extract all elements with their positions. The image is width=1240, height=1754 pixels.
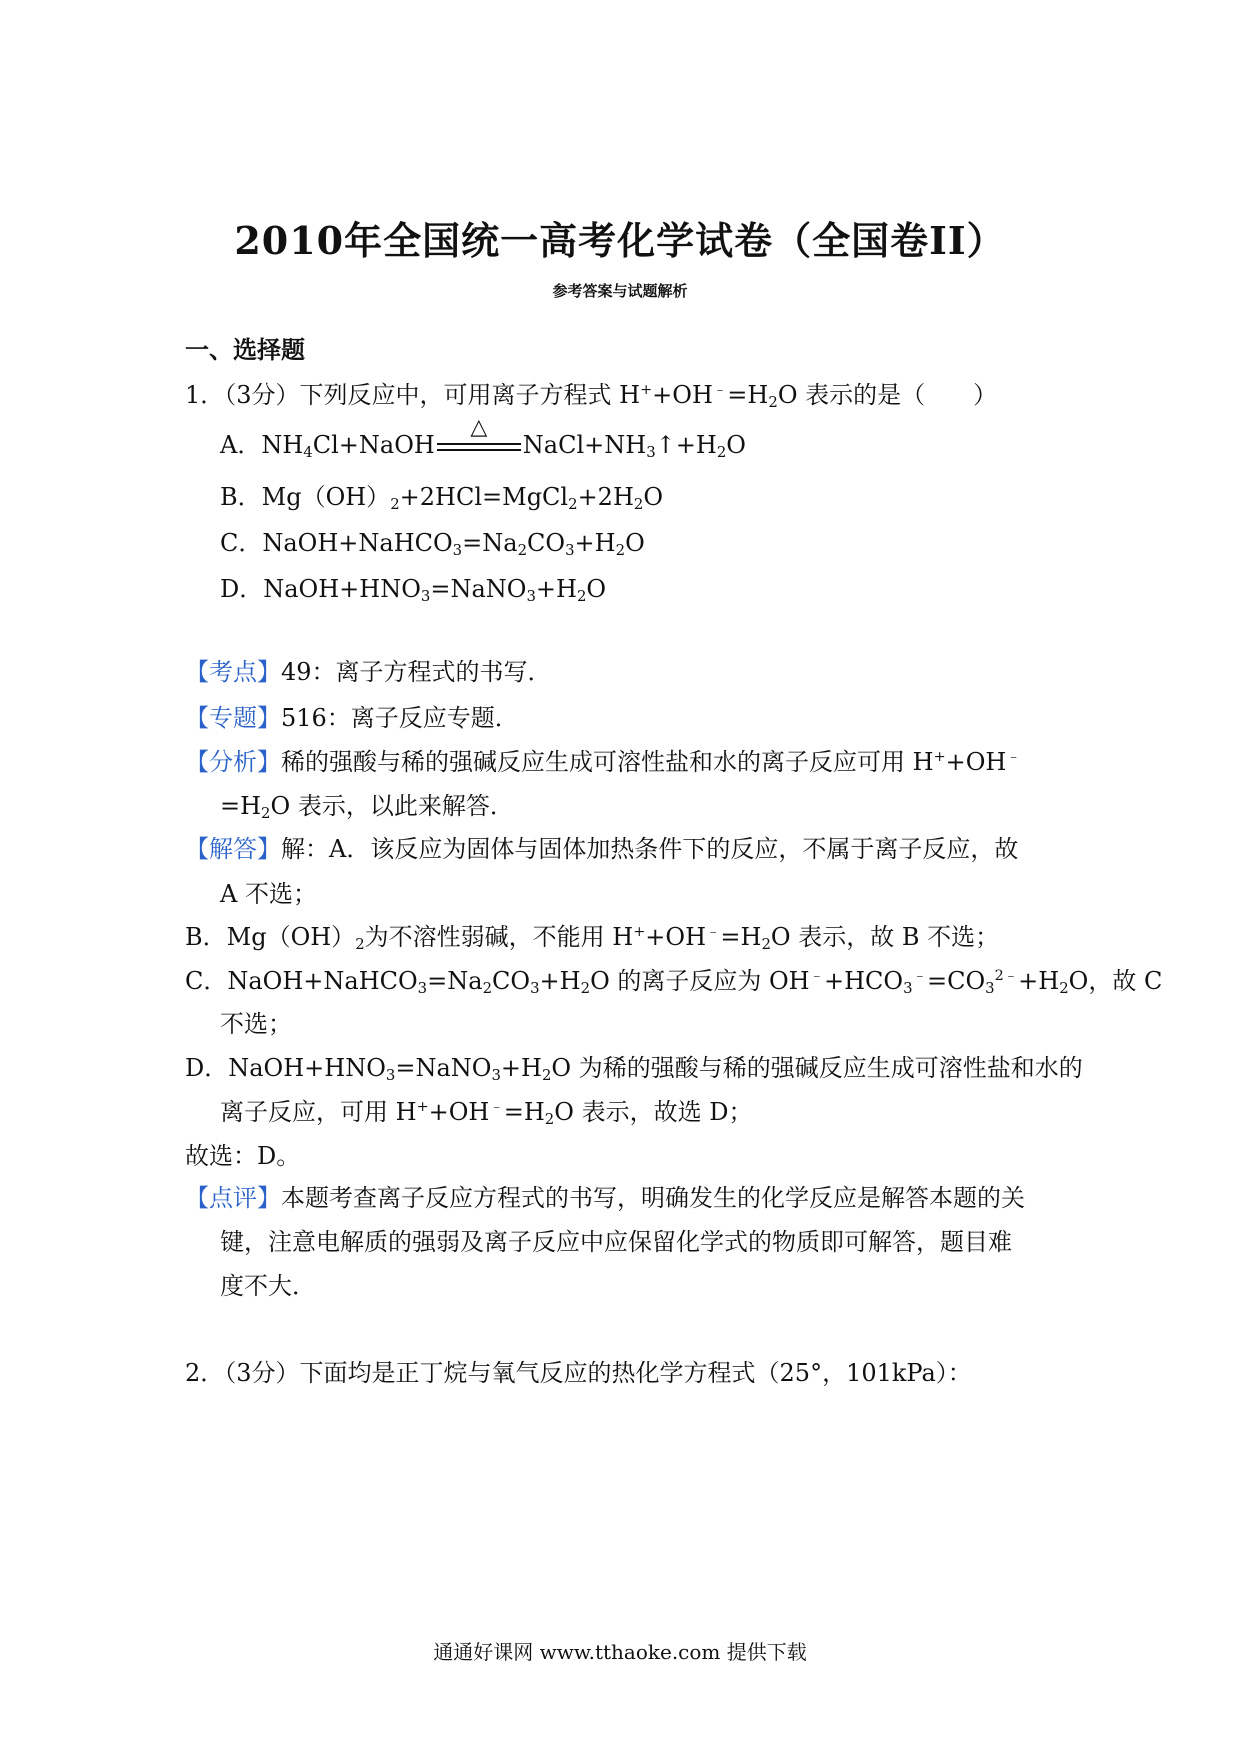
- q1-jieda-d-line2: 离子反应，可用 $H^++OH^﹣=H_2O$ 表示，故选 D；: [220, 1098, 753, 1128]
- q1-jieda-b: B．$Mg(OH)_2$为不溶性弱碱，不能用 $H^++OH^﹣=H_2O$ 表示，故 B 不选；: [185, 923, 1000, 953]
- q1-fenxi-line2: $=H_2O$ 表示，以此来解答．: [220, 792, 514, 822]
- q1-option-c: C．$NaOH+NaHCO_3=Na_2CO_3+H_2O$: [220, 529, 645, 559]
- equilibrium-heat-arrow-icon: △: [437, 437, 521, 457]
- q1-jieda-d-line1: D．$NaOH+HNO_3=NaNO_3+H_2O$ 为稀的强酸与稀的强碱反应生成可溶性盐和水的: [185, 1054, 1083, 1084]
- section-heading: 一、选择题: [185, 335, 305, 364]
- q1-option-d: D．$NaOH+HNO_3=NaNO_3+H_2O$: [220, 575, 607, 605]
- q1-fenxi-line1: 【分析】稀的强酸与稀的强碱反应生成可溶性盐和水的离子反应可用 H++OH﹣: [185, 748, 1021, 776]
- q1-dianping-line3: 度不大．: [220, 1272, 316, 1300]
- q1-jieda-c-line2: 不选；: [220, 1010, 292, 1038]
- dianping-tag: 【点评】: [185, 1184, 281, 1212]
- q1-jieda-line1: 【解答】解：A．该反应为固体与固体加热条件下的反应，不属于离子反应，故: [185, 835, 1019, 863]
- q1-kaodian: 【考点】49：离子方程式的书写．: [185, 658, 552, 686]
- q1-stem: 1．（3分）下列反应中，可用离子方程式 $H^++OH^﹣=H_2O$ 表示的是（ ）: [185, 381, 998, 411]
- page-subtitle: 参考答案与试题解析: [552, 282, 688, 300]
- q1-jieda-c-line1: C．$NaOH+NaHCO_3=Na_2CO_3+H_2O$ 的离子反应为 $OH^﹣+HCO_3^﹣=CO_3^{2﹣}+H_2O$，故 C: [185, 967, 1163, 997]
- kaodian-tag: 【考点】: [185, 658, 281, 686]
- fenxi-tag: 【分析】: [185, 748, 281, 776]
- q1-option-b: B．$Mg(OH)_2+2HCl=MgCl_2+2H_2O$: [220, 483, 664, 513]
- page-title: 2010年全国统一高考化学试卷（全国卷II）: [234, 218, 1006, 263]
- page-footer: 通通好课网 www.tthaoke.com 提供下载: [433, 1640, 807, 1664]
- q1-dianping-line1: 【点评】本题考查离子反应方程式的书写，明确发生的化学反应是解答本题的关: [185, 1184, 1025, 1212]
- jieda-tag: 【解答】: [185, 835, 281, 863]
- q1-zhuanti: 【专题】516：离子反应专题．: [185, 704, 519, 732]
- q1-jieda-line2: A 不选；: [220, 880, 317, 908]
- q1-dianping-line2: 键，注意电解质的强弱及离子反应中应保留化学式的物质即可解答，题目难: [220, 1228, 1012, 1256]
- zhuanti-tag: 【专题】: [185, 704, 281, 732]
- q2-stem: 2．（3分）下面均是正丁烷与氧气反应的热化学方程式（25°，101kPa）：: [185, 1359, 972, 1387]
- q1-conclusion: 故选：D。: [185, 1142, 301, 1170]
- q1-option-a: A．$NH_4Cl+NaOH$ △ $NaCl+NH_3↑+H_2O$: [220, 414, 746, 461]
